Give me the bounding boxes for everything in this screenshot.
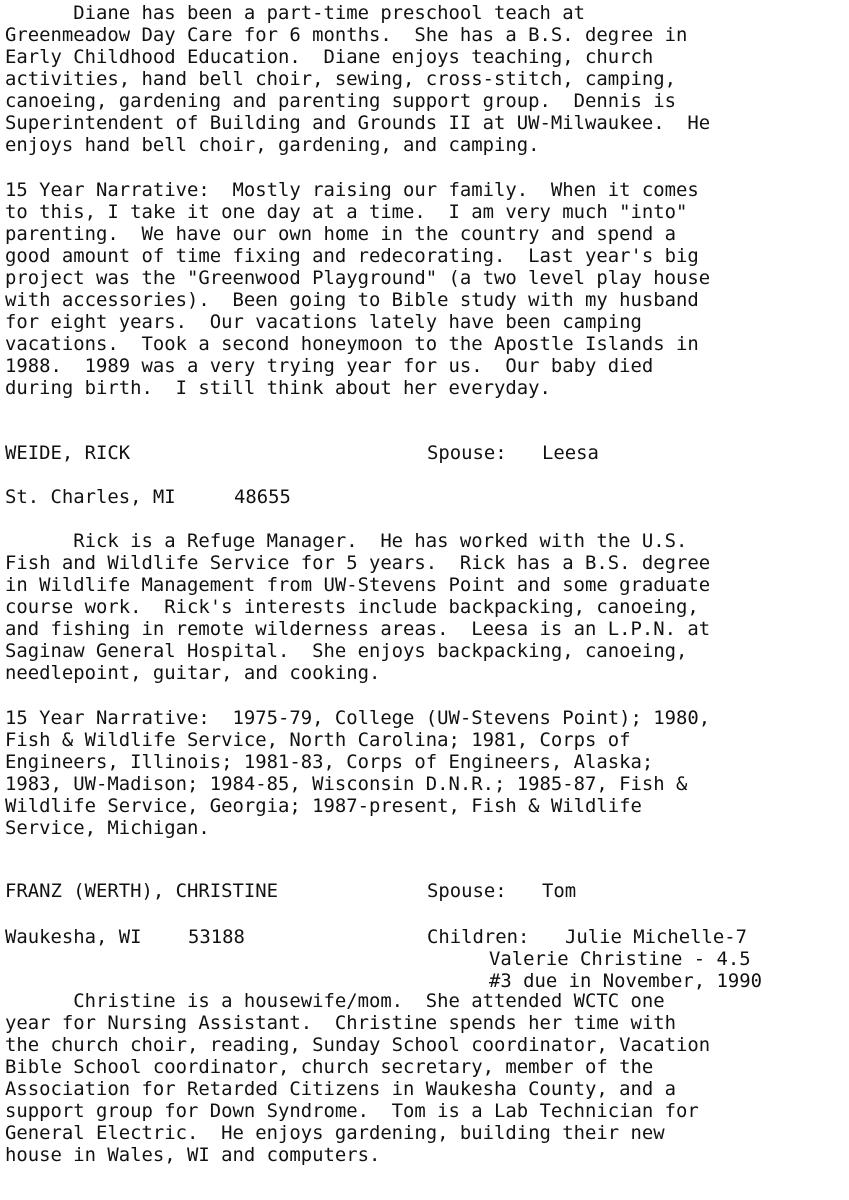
text-line: the church choir, reading, Sunday School coordinator, Vacation bbox=[5, 1034, 711, 1056]
child-item: #3 due in November, 1990 bbox=[489, 970, 762, 992]
text-line: during birth. I still think about her everyday. bbox=[5, 377, 551, 399]
text-line: house in Wales, WI and computers. bbox=[5, 1144, 381, 1166]
spouse-label: Spouse: bbox=[427, 442, 507, 464]
text-line: needlepoint, guitar, and cooking. bbox=[5, 662, 381, 684]
spouse-name: Leesa bbox=[542, 442, 599, 464]
text-line: Engineers, Illinois; 1981-83, Corps of Engineers, Alaska; bbox=[5, 751, 654, 773]
text-line: Rick is a Refuge Manager. He has worked with the U.S. bbox=[5, 530, 688, 552]
entry-location: Waukesha, WI bbox=[5, 926, 142, 948]
text-line: enjoys hand bell choir, gardening, and camping. bbox=[5, 134, 540, 156]
text-line: for eight years. Our vacations lately have been camping bbox=[5, 311, 642, 333]
text-line: and fishing in remote wilderness areas. Leesa is an L.P.N. at bbox=[5, 618, 711, 640]
text-line: canoeing, gardening and parenting support group. Dennis is bbox=[5, 90, 677, 112]
text-line: Wildlife Service, Georgia; 1987-present, Fish & Wildlife bbox=[5, 795, 642, 817]
entry-name: WEIDE, RICK bbox=[5, 442, 131, 464]
children-label: Children: bbox=[427, 926, 530, 948]
text-line: vacations. Took a second honeymoon to the Apostle Islands in bbox=[5, 333, 699, 355]
text-line: Early Childhood Education. Diane enjoys teaching, church bbox=[5, 46, 654, 68]
text-line: support group for Down Syndrome. Tom is a Lab Technician for bbox=[5, 1100, 699, 1122]
text-line: to this, I take it one day at a time. I am very much "into" bbox=[5, 201, 688, 223]
entry-zip: 53188 bbox=[188, 926, 245, 948]
child-item: Julie Michelle-7 bbox=[565, 926, 747, 948]
child-item: Valerie Christine - 4.5 bbox=[489, 948, 751, 970]
text-line: 1983, UW-Madison; 1984-85, Wisconsin D.N.R.; 1985-87, Fish & bbox=[5, 773, 688, 795]
text-line: Greenmeadow Day Care for 6 months. She has a B.S. degree in bbox=[5, 24, 688, 46]
text-line: in Wildlife Management from UW-Stevens Point and some graduate bbox=[5, 574, 711, 596]
text-line: Association for Retarded Citizens in Waukesha County, and a bbox=[5, 1078, 677, 1100]
text-line: 15 Year Narrative: Mostly raising our family. When it comes bbox=[5, 179, 699, 201]
entry-name: FRANZ (WERTH), CHRISTINE bbox=[5, 880, 278, 902]
entry-zip: 48655 bbox=[234, 486, 291, 508]
text-line: Bible School coordinator, church secretary, member of the bbox=[5, 1056, 654, 1078]
entry-location: St. Charles, MI bbox=[5, 486, 176, 508]
text-line: Fish and Wildlife Service for 5 years. Rick has a B.S. degree bbox=[5, 552, 711, 574]
text-line: Christine is a housewife/mom. She attended WCTC one bbox=[5, 990, 665, 1012]
text-line: good amount of time fixing and redecorating. Last year's big bbox=[5, 245, 699, 267]
text-line: year for Nursing Assistant. Christine spends her time with bbox=[5, 1012, 677, 1034]
text-line: Superintendent of Building and Grounds II at UW-Milwaukee. He bbox=[5, 112, 711, 134]
text-line: parenting. We have our own home in the country and spend a bbox=[5, 223, 677, 245]
text-line: with accessories). Been going to Bible study with my husband bbox=[5, 289, 699, 311]
text-line: course work. Rick's interests include backpacking, canoeing, bbox=[5, 596, 699, 618]
spouse-name: Tom bbox=[542, 880, 577, 902]
text-line: Saginaw General Hospital. She enjoys backpacking, canoeing, bbox=[5, 640, 688, 662]
text-line: Fish & Wildlife Service, North Carolina; 1981, Corps of bbox=[5, 729, 631, 751]
text-line: 15 Year Narrative: 1975-79, College (UW-Stevens Point); 1980, bbox=[5, 707, 711, 729]
text-line: project was the "Greenwood Playground" (a two level play house bbox=[5, 267, 711, 289]
text-line: activities, hand bell choir, sewing, cross-stitch, camping, bbox=[5, 68, 677, 90]
spouse-label: Spouse: bbox=[427, 880, 507, 902]
text-line: General Electric. He enjoys gardening, building their new bbox=[5, 1122, 665, 1144]
text-line: Service, Michigan. bbox=[5, 817, 210, 839]
text-line: Diane has been a part-time preschool teach at bbox=[5, 2, 586, 24]
text-line: 1988. 1989 was a very trying year for us. Our baby died bbox=[5, 355, 654, 377]
